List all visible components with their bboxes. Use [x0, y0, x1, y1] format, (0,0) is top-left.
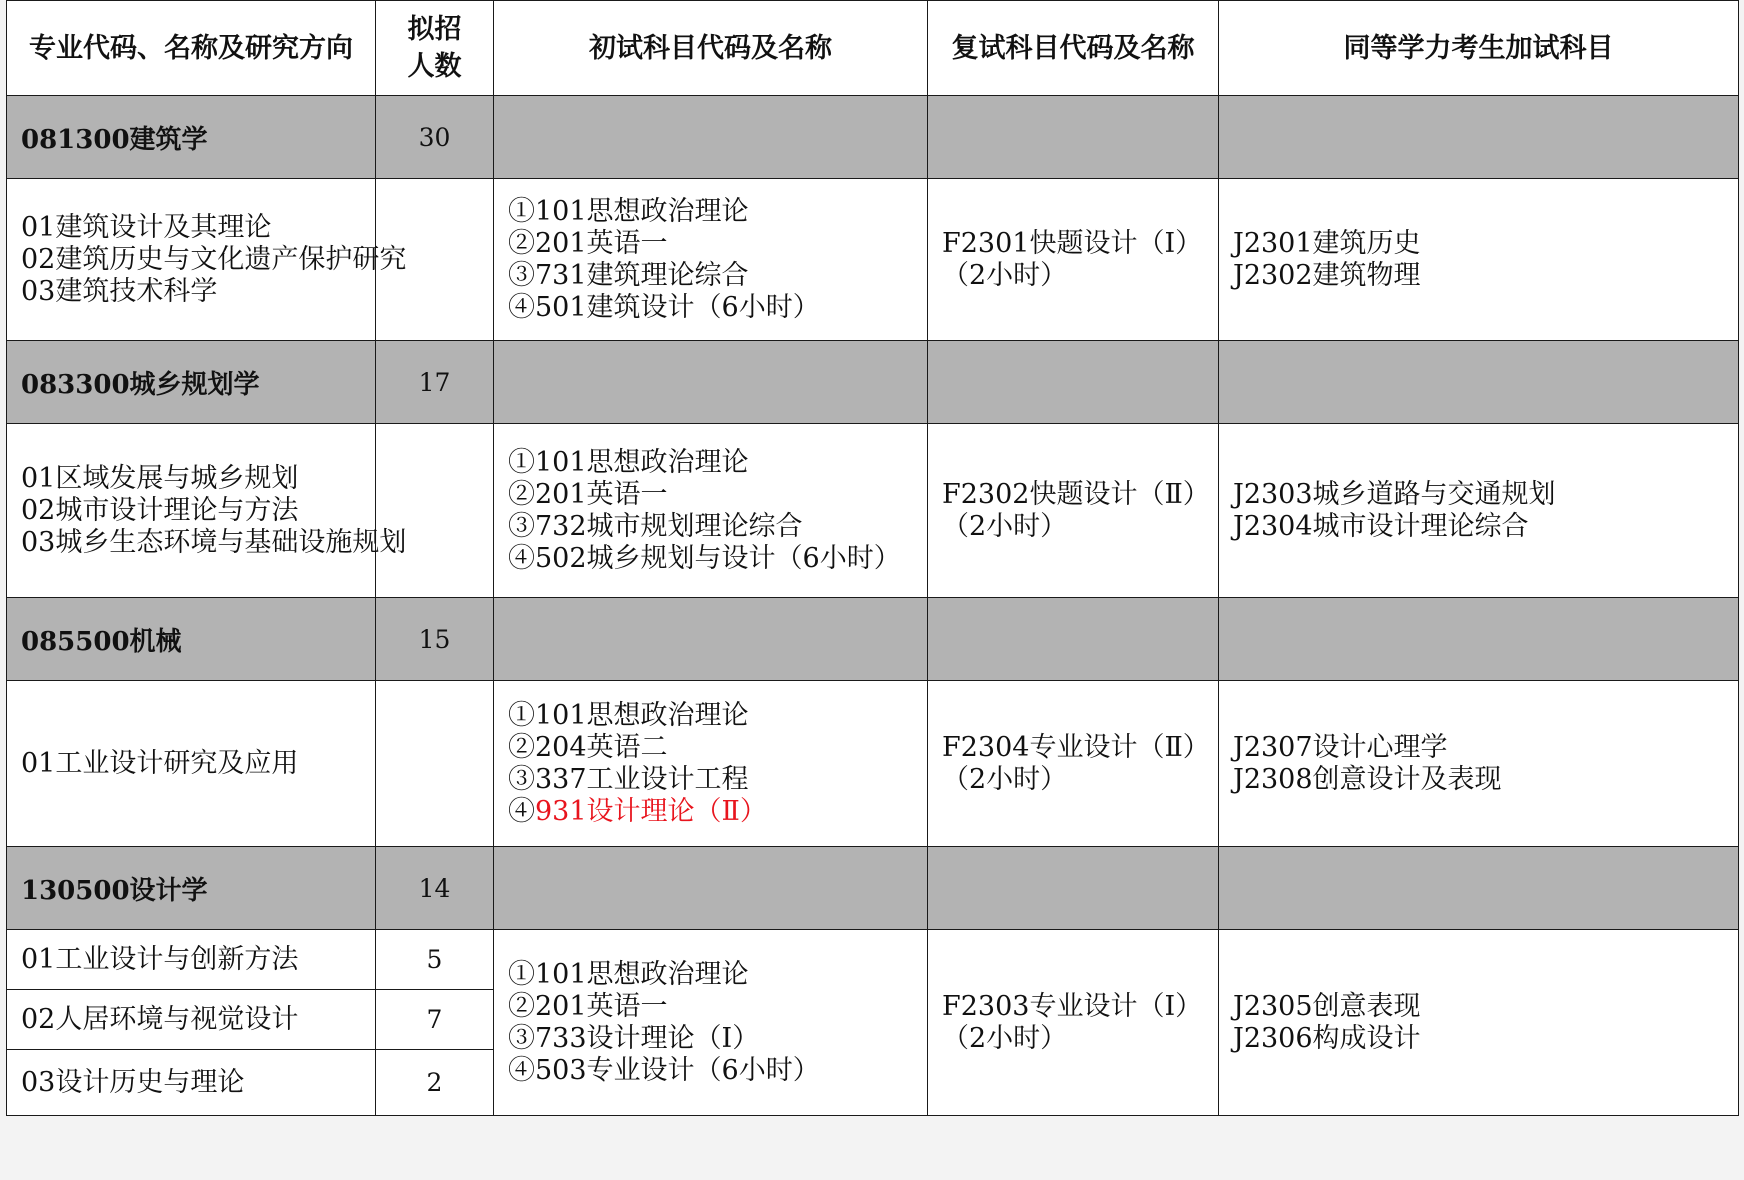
sub-direction-count: 7 [376, 990, 494, 1050]
exam-item: ③733设计理论（Ⅰ） [508, 1022, 760, 1054]
header-major: 专业代码、名称及研究方向 [7, 1, 376, 96]
prelim-exam-list [494, 424, 928, 598]
retest-duration: （2小时） [942, 1022, 1068, 1054]
extra-item: J2306构成设计 [1233, 1022, 1421, 1054]
exam-item: ②201英语一 [508, 478, 668, 510]
detail-row [7, 681, 1739, 847]
major-blank [494, 598, 928, 681]
prelim-exam-list [494, 179, 928, 341]
exam-item: ③732城市规划理论综合 [508, 510, 803, 542]
major-blank [1219, 341, 1739, 424]
extra-item: J2303城乡道路与交通规划 [1233, 478, 1556, 510]
detail-row [7, 424, 1739, 598]
major-blank [494, 96, 928, 179]
direction-item: 01区域发展与城乡规划 [21, 462, 299, 494]
direction-item: 01工业设计研究及应用 [21, 747, 299, 779]
exam-item: ④503专业设计（6小时） [508, 1054, 820, 1086]
retest-duration: （2小时） [942, 763, 1068, 795]
major-count: 17 [376, 341, 494, 424]
major-row [7, 598, 1739, 681]
major-name: 130500设计学 [7, 847, 376, 930]
major-row [7, 847, 1739, 930]
extra-item: J2304城市设计理论综合 [1233, 510, 1529, 542]
exam-item: ②204英语二 [508, 731, 668, 763]
header-quota-line2: 人数 [407, 51, 462, 82]
direction-list [7, 681, 376, 847]
exam-item: ③337工业设计工程 [508, 763, 749, 795]
exam-item: ④501建筑设计（6小时） [508, 291, 820, 323]
sub-direction-label: 02人居环境与视觉设计 [7, 990, 376, 1050]
exam-item: ④502城乡规划与设计（6小时） [508, 542, 901, 574]
extra-exam-list [1219, 424, 1739, 598]
major-blank [494, 341, 928, 424]
sub-direction-count: 2 [376, 1050, 494, 1116]
major-blank [494, 847, 928, 930]
retest-duration: （2小时） [942, 259, 1068, 291]
extra-exam-list [1219, 930, 1739, 1116]
extra-exam-list [1219, 179, 1739, 341]
header-quota-line1: 拟招 [407, 14, 462, 45]
prelim-exam-list [494, 930, 928, 1116]
direction-item: 01建筑设计及其理论 [21, 211, 272, 243]
retest-item: F2304专业设计（Ⅱ） [942, 731, 1210, 763]
major-count: 14 [376, 847, 494, 930]
major-row [7, 96, 1739, 179]
sub-direction-label: 03设计历史与理论 [7, 1050, 376, 1116]
sub-direction-row [7, 930, 1739, 990]
direction-item: 02建筑历史与文化遗产保护研究 [21, 243, 407, 275]
major-blank [928, 847, 1219, 930]
highlighted-exam: 931设计理论（Ⅱ） [535, 795, 767, 827]
direction-item: 03城乡生态环境与基础设施规划 [21, 526, 407, 558]
retest-item: F2302快题设计（Ⅱ） [942, 478, 1210, 510]
major-blank [1219, 598, 1739, 681]
extra-item: J2301建筑历史 [1233, 227, 1421, 259]
retest-item: F2301快题设计（Ⅰ） [942, 227, 1203, 259]
exam-item: ①101思想政治理论 [508, 446, 749, 478]
extra-exam-list [1219, 681, 1739, 847]
direction-list [7, 179, 407, 341]
exam-item: ①101思想政治理论 [508, 958, 749, 990]
admissions-table [6, 0, 1739, 1116]
sub-direction-label: 01工业设计与创新方法 [7, 930, 376, 990]
major-blank [1219, 847, 1739, 930]
major-name: 081300建筑学 [7, 96, 376, 179]
retest-exam [928, 424, 1219, 598]
retest-exam [928, 681, 1219, 847]
count-blank [376, 424, 494, 598]
direction-item: 02城市设计理论与方法 [21, 494, 299, 526]
extra-item: J2305创意表现 [1233, 990, 1421, 1022]
major-count: 15 [376, 598, 494, 681]
major-count: 30 [376, 96, 494, 179]
direction-list [7, 424, 407, 598]
extra-item: J2302建筑物理 [1233, 259, 1421, 291]
major-name: 085500机械 [7, 598, 376, 681]
detail-row [7, 179, 1739, 341]
count-blank [376, 681, 494, 847]
header-extra-exam: 同等学力考生加试科目 [1219, 1, 1739, 96]
major-blank [928, 598, 1219, 681]
retest-exam [928, 930, 1219, 1116]
exam-item: ②201英语一 [508, 990, 668, 1022]
extra-item: J2308创意设计及表现 [1233, 763, 1502, 795]
direction-item: 03建筑技术科学 [21, 275, 218, 307]
header-quota [376, 1, 494, 96]
major-blank [928, 341, 1219, 424]
retest-exam [928, 179, 1219, 341]
retest-item: F2303专业设计（Ⅰ） [942, 990, 1203, 1022]
major-row [7, 341, 1739, 424]
extra-item: J2307设计心理学 [1233, 731, 1448, 763]
major-name: 083300城乡规划学 [7, 341, 376, 424]
exam-item [508, 796, 913, 828]
exam-prefix: ④ [508, 795, 535, 827]
prelim-exam-list [494, 681, 928, 847]
major-blank [928, 96, 1219, 179]
major-blank [1219, 96, 1739, 179]
header-retest-exam: 复试科目代码及名称 [928, 1, 1219, 96]
header-prelim-exam: 初试科目代码及名称 [494, 1, 928, 96]
exam-item: ①101思想政治理论 [508, 195, 749, 227]
sub-direction-count: 5 [376, 930, 494, 990]
exam-item: ②201英语一 [508, 227, 668, 259]
header-row [7, 1, 1739, 96]
retest-duration: （2小时） [942, 510, 1068, 542]
exam-item: ③731建筑理论综合 [508, 259, 749, 291]
exam-item: ①101思想政治理论 [508, 699, 749, 731]
